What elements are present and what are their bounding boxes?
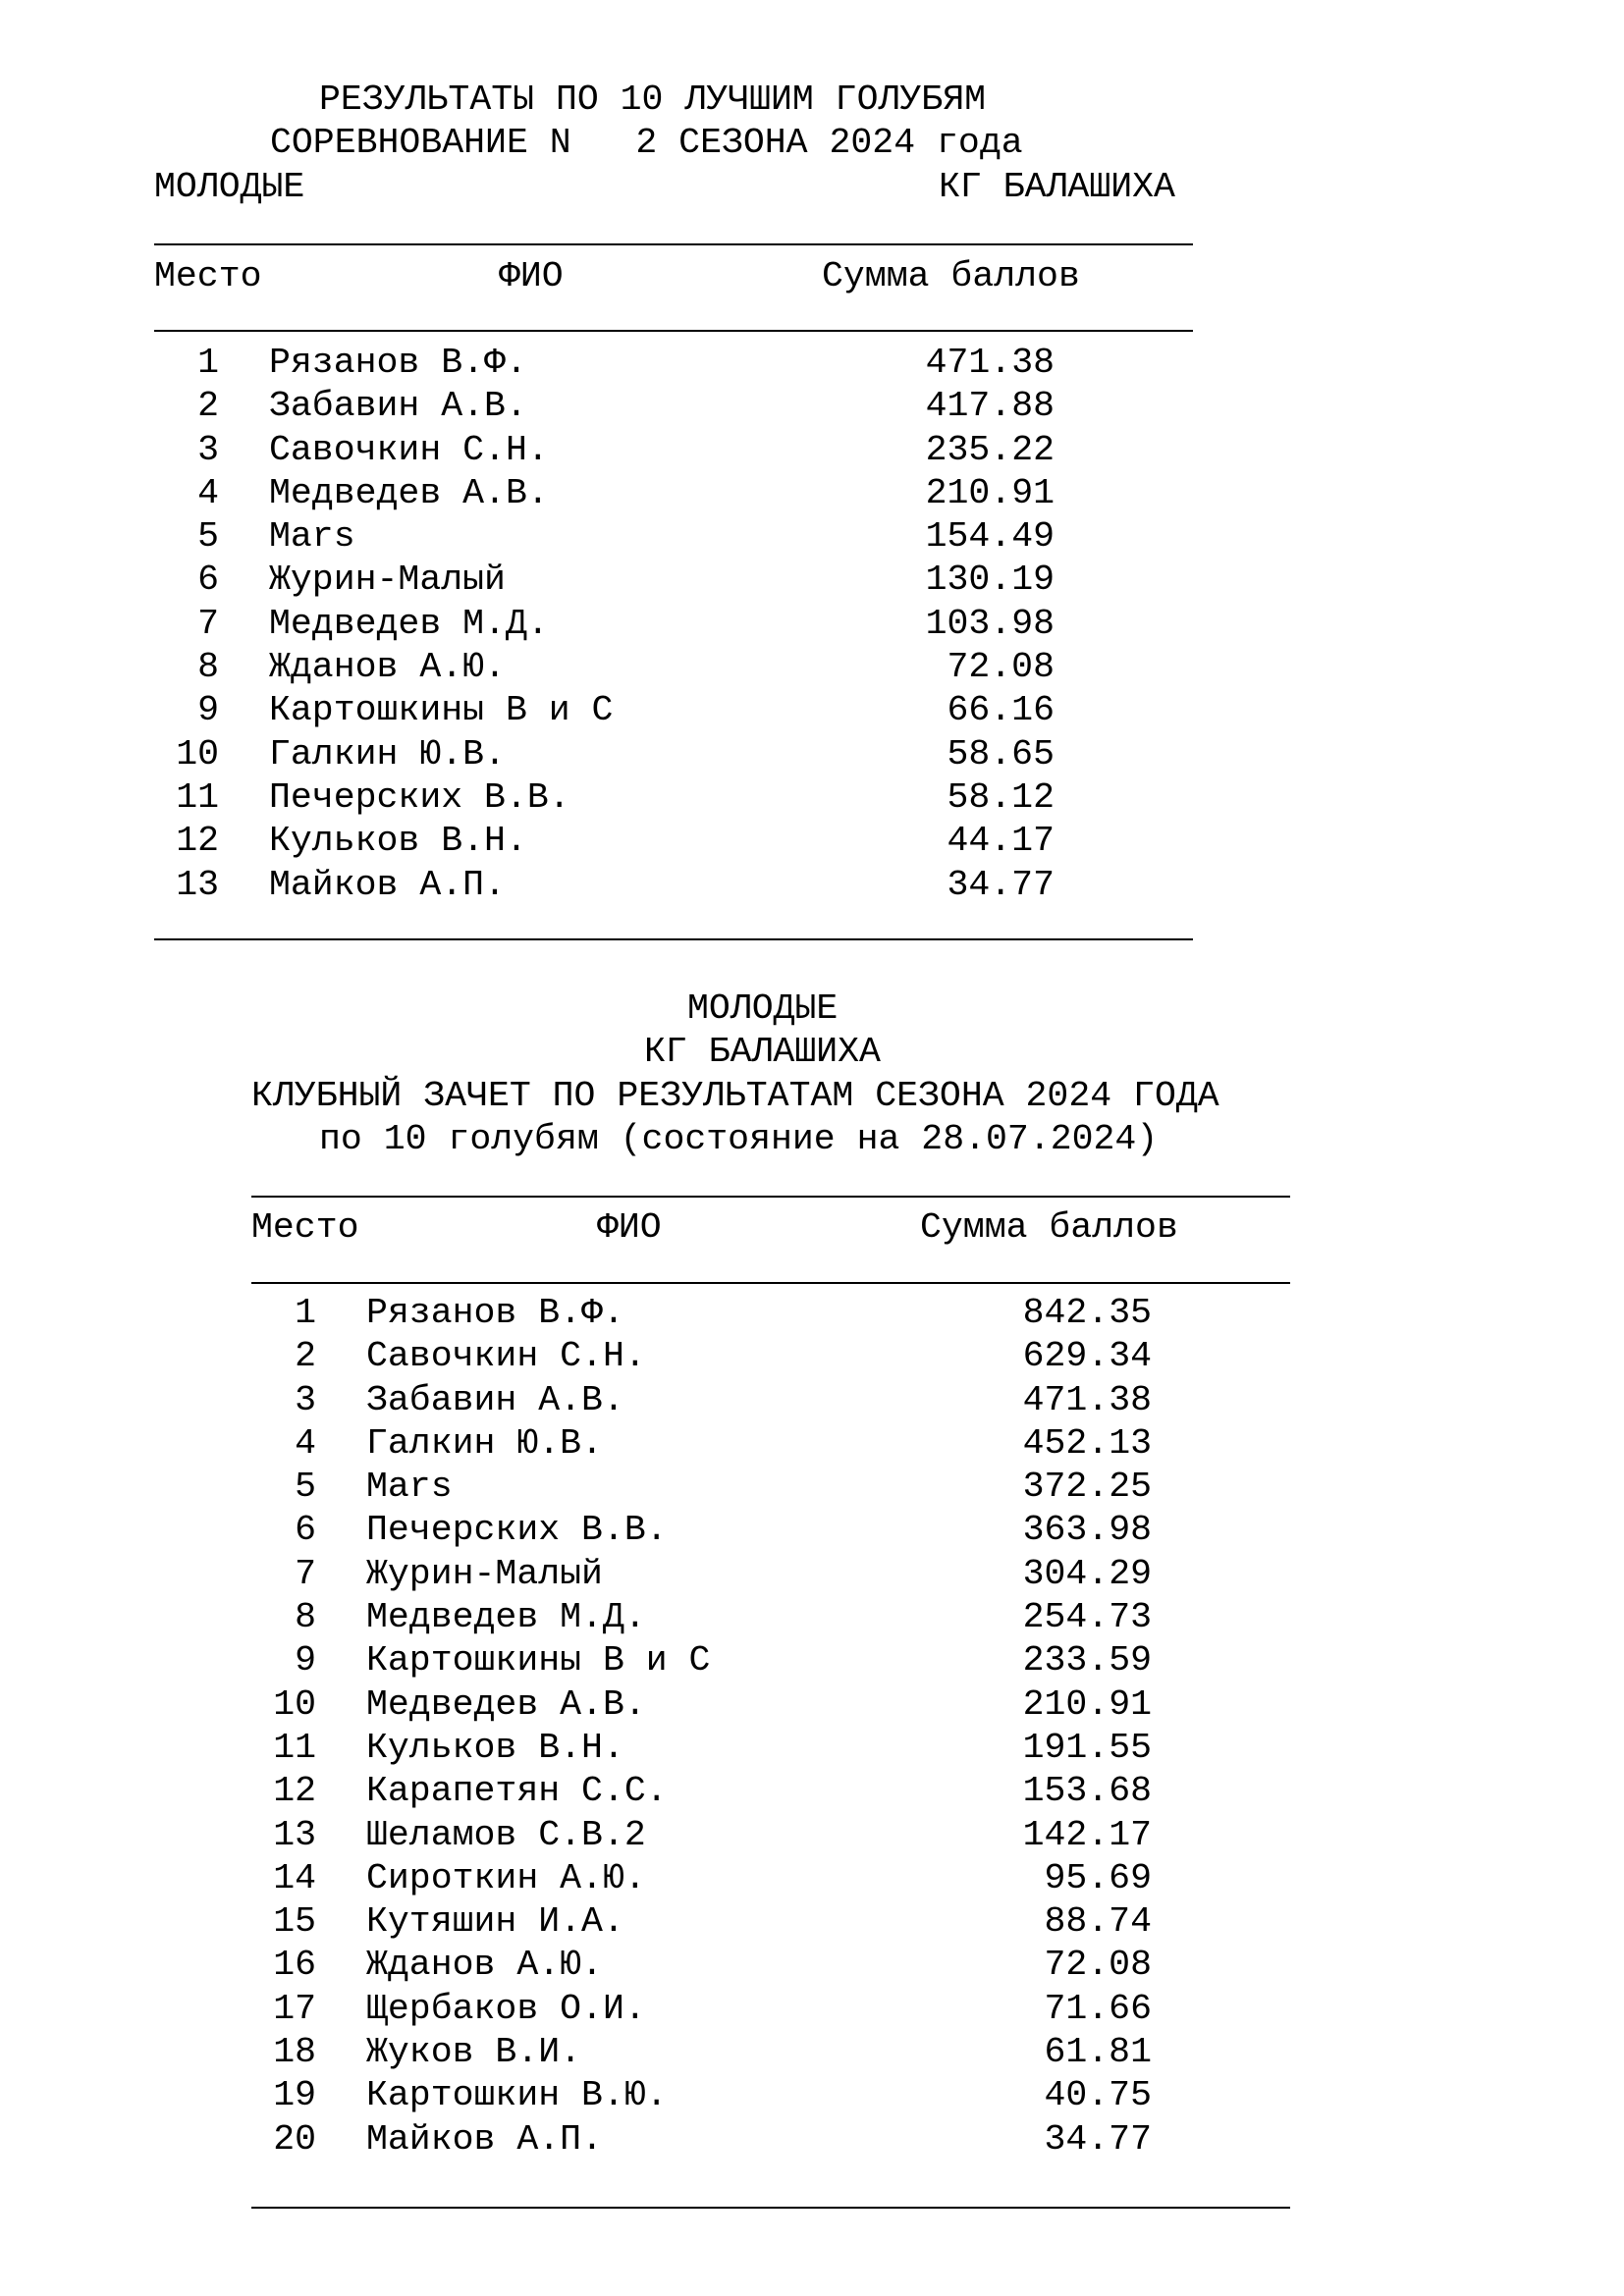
row-points: 71.66	[1044, 1988, 1152, 2029]
row-name: Сироткин А.Ю.	[366, 1857, 646, 1898]
row-points: 452.13	[1022, 1422, 1152, 1464]
row-name: Кульков В.Н.	[366, 1727, 624, 1768]
row-place: 1	[295, 1293, 316, 1333]
table-row	[251, 1727, 1290, 1774]
row-place: 10	[273, 1683, 316, 1725]
row-points: 153.68	[1022, 1771, 1152, 1812]
row-place: 5	[197, 516, 219, 558]
row-place: 16	[273, 1945, 316, 1986]
row-points: 210.91	[925, 472, 1055, 513]
row-place: 4	[295, 1422, 316, 1464]
row-place: 14	[273, 1857, 316, 1898]
row-points: 191.55	[1022, 1727, 1152, 1768]
row-name: Mars	[366, 1467, 453, 1508]
row-points: 210.91	[1022, 1683, 1152, 1725]
report1-table-body	[154, 343, 1193, 911]
row-points: 842.35	[1022, 1293, 1152, 1333]
report1-divider-bottom	[154, 938, 1193, 940]
row-points: 34.77	[1044, 2118, 1152, 2160]
row-points: 154.49	[925, 516, 1055, 558]
table-row	[251, 1988, 1290, 2035]
table-row	[251, 1293, 1290, 1339]
row-name: Щербаков О.И.	[366, 1988, 646, 2029]
row-place: 10	[176, 733, 219, 774]
row-points: 58.65	[947, 733, 1055, 774]
row-name: Картошкин В.Ю.	[366, 2075, 668, 2116]
row-place: 11	[273, 1727, 316, 1768]
row-name: Галкин Ю.В.	[366, 1422, 603, 1464]
row-name: Савочкин С.Н.	[366, 1336, 646, 1377]
row-points: 629.34	[1022, 1336, 1152, 1377]
report1-title: РЕЗУЛЬТАТЫ ПО 10 ЛУЧШИМ ГОЛУБЯМ	[319, 80, 987, 120]
row-place: 11	[176, 776, 219, 818]
row-name: Карапетян С.С.	[366, 1771, 668, 1812]
row-place: 1	[197, 343, 219, 383]
row-place: 2	[197, 386, 219, 427]
table-row	[154, 343, 1193, 389]
row-place: 19	[273, 2075, 316, 2116]
row-place: 12	[176, 821, 219, 862]
row-name: Медведев М.Д.	[366, 1597, 646, 1638]
row-points: 233.59	[1022, 1640, 1152, 1682]
row-points: 130.19	[925, 560, 1055, 601]
report1-divider-header	[154, 330, 1193, 332]
table-row	[154, 821, 1193, 867]
table-row	[251, 1469, 1290, 1513]
report2-club: КГ БАЛАШИХА	[644, 1032, 881, 1072]
table-row	[251, 1683, 1290, 1731]
report1-category: МОЛОДЫЕ	[154, 167, 305, 207]
row-points: 471.38	[1022, 1379, 1152, 1420]
table-row	[251, 1857, 1290, 1904]
row-points: 103.98	[925, 603, 1055, 644]
row-name: Галкин Ю.В.	[269, 733, 506, 774]
row-points: 372.25	[1022, 1467, 1152, 1508]
report2-subtitle: по 10 голубям (состояние на 28.07.2024)	[319, 1119, 1159, 1159]
row-place: 9	[197, 690, 219, 731]
table-row	[251, 1901, 1290, 1948]
row-points: 235.22	[925, 429, 1055, 470]
row-name: Печерских В.В.	[366, 1510, 668, 1551]
row-place: 2	[295, 1336, 316, 1377]
table-row	[251, 2032, 1290, 2078]
report2-category: МОЛОДЫЕ	[687, 988, 839, 1029]
table-row	[251, 1597, 1290, 1643]
row-name: Рязанов В.Ф.	[269, 343, 527, 383]
row-name: Mars	[269, 516, 355, 558]
row-name: Жданов А.Ю.	[366, 1945, 603, 1986]
row-place: 20	[273, 2118, 316, 2160]
table-row	[251, 1379, 1290, 1426]
row-points: 88.74	[1044, 1901, 1152, 1943]
table-row	[251, 1553, 1290, 1600]
table-row	[154, 516, 1193, 562]
row-place: 4	[197, 472, 219, 513]
table-row	[251, 2075, 1290, 2121]
row-name: Кутяшин И.А.	[366, 1901, 624, 1943]
table-row	[251, 1510, 1290, 1556]
report2-divider-bottom	[251, 2207, 1290, 2209]
row-name: Медведев М.Д.	[269, 603, 549, 644]
row-name: Шеламов С.В.2	[366, 1814, 646, 1855]
row-name: Забавин А.В.	[269, 386, 527, 427]
table-row	[154, 429, 1193, 476]
row-name: Картошкины В и С	[366, 1640, 711, 1682]
report2-col-place: Место	[251, 1207, 359, 1248]
row-points: 34.77	[947, 864, 1055, 905]
table-row	[251, 1640, 1290, 1686]
row-name: Журин-Малый	[366, 1553, 603, 1594]
report2-divider-header	[251, 1282, 1290, 1284]
row-name: Картошкины В и С	[269, 690, 614, 731]
row-points: 66.16	[947, 690, 1055, 731]
row-points: 417.88	[925, 386, 1055, 427]
table-row	[154, 603, 1193, 650]
row-name: Майков А.П.	[366, 2118, 603, 2160]
row-points: 304.29	[1022, 1553, 1152, 1594]
row-name: Жданов А.Ю.	[269, 647, 506, 688]
row-place: 7	[295, 1553, 316, 1594]
row-place: 3	[197, 429, 219, 470]
table-row	[251, 1336, 1290, 1382]
report2-title: КЛУБНЫЙ ЗАЧЕТ ПО РЕЗУЛЬТАТАМ СЕЗОНА 2024 ГОДА	[251, 1076, 1219, 1116]
row-place: 8	[197, 647, 219, 688]
table-row	[154, 562, 1193, 606]
table-row	[154, 386, 1193, 432]
row-place: 6	[197, 560, 219, 601]
row-place: 12	[273, 1771, 316, 1812]
row-points: 72.08	[947, 647, 1055, 688]
row-name: Кульков В.Н.	[269, 821, 527, 862]
table-row	[251, 1422, 1290, 1469]
row-place: 3	[295, 1379, 316, 1420]
row-points: 44.17	[947, 821, 1055, 862]
report1-col-points: Сумма баллов	[822, 256, 1080, 296]
row-name: Рязанов В.Ф.	[366, 1293, 624, 1333]
report2-divider-top	[251, 1196, 1290, 1198]
row-place: 5	[295, 1467, 316, 1508]
row-name: Савочкин С.Н.	[269, 429, 549, 470]
report1-divider-top	[154, 243, 1193, 245]
row-place: 7	[197, 603, 219, 644]
row-points: 72.08	[1044, 1945, 1152, 1986]
report1-club: КГ БАЛАШИХА	[939, 167, 1175, 207]
table-row	[154, 864, 1193, 911]
row-name: Медведев А.В.	[269, 472, 549, 513]
report2-col-points: Сумма баллов	[920, 1207, 1178, 1248]
table-row	[154, 690, 1193, 736]
row-name: Жуков В.И.	[366, 2032, 582, 2073]
table-row	[154, 776, 1193, 824]
table-row	[251, 1814, 1290, 1861]
table-row	[154, 733, 1193, 780]
row-points: 254.73	[1022, 1597, 1152, 1638]
report1-col-name: ФИО	[499, 256, 564, 296]
row-points: 471.38	[925, 343, 1055, 383]
row-name: Печерских В.В.	[269, 776, 570, 818]
report2-table-body	[251, 1293, 1290, 2165]
row-place: 9	[295, 1640, 316, 1682]
table-row	[154, 647, 1193, 693]
report2-col-name: ФИО	[597, 1207, 662, 1248]
row-place: 15	[273, 1901, 316, 1943]
row-place: 13	[273, 1814, 316, 1855]
row-points: 95.69	[1044, 1857, 1152, 1898]
row-points: 58.12	[947, 776, 1055, 818]
row-place: 13	[176, 864, 219, 905]
table-row	[154, 472, 1193, 519]
row-name: Майков А.П.	[269, 864, 506, 905]
row-name: Забавин А.В.	[366, 1379, 624, 1420]
row-place: 8	[295, 1597, 316, 1638]
row-name: Медведев А.В.	[366, 1683, 646, 1725]
row-place: 18	[273, 2032, 316, 2073]
table-row	[251, 2118, 1290, 2165]
row-place: 6	[295, 1510, 316, 1551]
table-row	[251, 1771, 1290, 1817]
row-name: Журин-Малый	[269, 560, 506, 601]
table-row	[251, 1945, 1290, 1991]
row-points: 61.81	[1044, 2032, 1152, 2073]
row-points: 40.75	[1044, 2075, 1152, 2116]
row-place: 17	[273, 1988, 316, 2029]
report1-col-place: Место	[154, 256, 262, 296]
report1-subtitle: СОРЕВНОВАНИЕ N 2 СЕЗОНА 2024 года	[270, 123, 1023, 163]
row-points: 142.17	[1022, 1814, 1152, 1855]
row-points: 363.98	[1022, 1510, 1152, 1551]
